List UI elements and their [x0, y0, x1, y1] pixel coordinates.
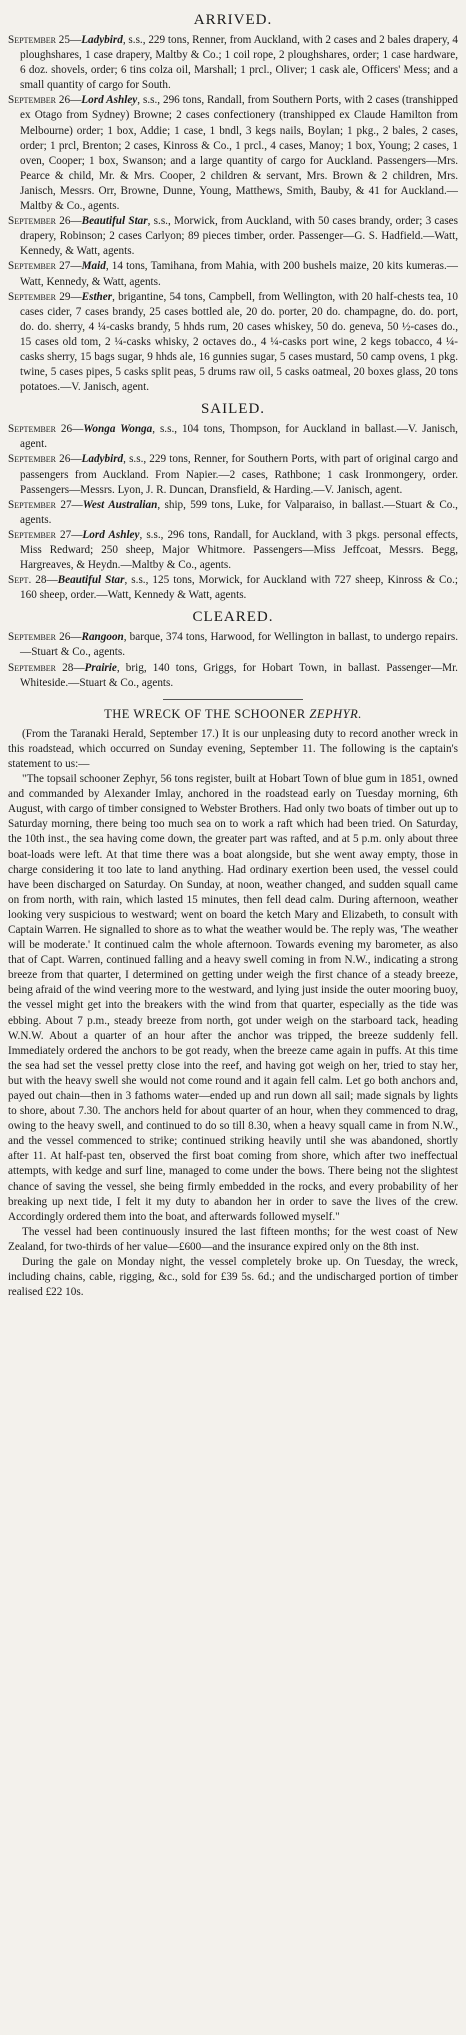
arrival-entry: September 27—Maid, 14 tons, Tamihana, from Mahia, with 200 bushels maize, 20 kits kumeras.—Watt, Kennedy, & Watt, agents. [8, 260, 458, 288]
sailing-entry: September 27—Lord Ashley, s.s., 296 tons, Randall, for Auckland, with 3 pkgs. personal effects, Miss Redward; 250 sheep, Major Whitmore. Passengers—Miss Jeffcoat, Messrs. Begg, Hargreaves, & Heydn.—Maltby & Co., agents. [8, 528, 458, 572]
article-title: THE WRECK OF THE SCHOONER ZEPHYR. [104, 706, 362, 721]
clearance-entry: September 26—Rangoon, barque, 374 tons, Harwood, for Wellington in ballast, to undergo repairs.—Stuart & Co., agents. [8, 631, 458, 659]
arrival-entry: September 26—Lord Ashley, s.s., 296 tons, Randall, from Southern Ports, with 2 cases (transhipped ex Otago from Sydney) Browne; 2 cases confectionery (transhipped ex Claude Hamilton from Melbourne) order; 1 box, Addie; 1 case, 1 bndl, 3 kegs nails, Boylan; 1 pkg., 2 bales, 2 cases, order; 1 prcl, Brenton; 2 cases, Kinross & Co., 1 prcl., 4 cases, Manoy; 1 box, Young; 2 cases, 1 oven, Cooper; 1 box, Swanson; and a large quantity of cargo for Auckland. Passengers—Mrs. Pearce & child, Mr. & Mrs. Cooper, 2 children & servant, Mrs. Brown & 2 children, Mrs. Janisch, Messrs. Orr, Browne, Dunne, Young, Matthews, Smith, Bauby, & 41 for Auckland.—Maltby & Co., agents. [8, 94, 458, 213]
sailing-entry: September 26—Wonga Wonga, s.s., 104 tons, Thompson, for Auckland in ballast.—V. Janisch, agent. [8, 423, 458, 451]
arrived-section [8, 10, 458, 395]
arrival-entry: September 25—Ladybird, s.s., 229 tons, Renner, from Auckland, with 2 cases and 2 bales drapery, 4 ploughshares, 1 case drapery, Maltby & Co.; 1 coil rope, 2 ploughshares, order; 1 case hardware, 6 doz. shovels, order; 6 tins colza oil, Marshall; 1 prcl., Oliver; 1 cask ale, Officers' Mess; and a small quantity of cargo for South. [8, 34, 458, 92]
section-divider [163, 699, 303, 700]
captain-statement: "The topsail schooner Zephyr, 56 tons register, built at Hobart Town of blue gum in 1851, owned and commanded by Alexander Imlay, anchored in the roadstead early on Tuesday morning, 6th August, with cargo of timber consigned to Webster Brothers. Had only two boats of timber out up to Saturday morning, there being too much sea on to work a raft which had been tried. On Saturday, the 10th inst., the sea having come down, the greater part was rafted, and at 5 p.m. only about three boat-loads were left. At that time there was a boat alongside, but she went away empty, those in charge considering it too late to land anything. Had ordinary exertion been used, the vessel could have been discharged on Saturday. On Sunday, at noon, weather changed, and sudden squall came on from north, with rain, which lasted 15 minutes, then fell dead calm. During afternoon, weather looking very suspicious to westward; went on board the ketch Mary and Elizabeth, to consult with Captain Warren. He signalled to shore as to what the weather would be. The reply was, 'The weather will be moderate.' It continued calm the whole afternoon. Towards evening my barometer, as also that of Capt. Warren, continued falling and a heavy swell coming in from N.W., indicating a strong breeze from that quarter, I determined on getting under weigh the first chance of a steady breeze, being afraid of the wind veering more to the westward, and lying just inside the outer mooring buoy, the vessel might get into the breakers with the wind from that quarter, especially as the tide was ebbing. About 7 p.m., steady breeze from north, got under weigh on the starboard tack, heading W.N.W. About a quarter of an hour after the anchor was tripped, the breeze suddenly fell. Immediately ordered the anchors to be got ready, when the breeze came again in puffs. At this time the sea had set the vessel pretty close into the reef, and having got weigh on her, tried to stay her, but with the heavy swell she would not come round and it again fell calm. Let go both anchors and, payed out chain—then in 3 fathoms water—ended up and run down all sail; made signals by lights to shore, about 7.30. The anchors held for about quarter of an hour, when they commenced to drag, owing to the heavy swell, and continued to do so till 8.30, when a heavy squall came in from N.W., and the vessel commenced to strike; continued striking heavily until she was abandoned, shortly after 11. At half-past ten, observed the first boat coming from shore, which after two ineffectual attempts, with kedge and surf line, managed to come under the bows. There being not the slightest chance of saving the vessel, she being firmly embedded in the rocks, and every probability of her breaking up next tide, I felt it my duty to abandon her in order to save the lives of the crew. Accordingly ordered them into the boat, and afterwards followed myself." [8, 773, 458, 1223]
wreck-article [8, 705, 458, 1301]
cleared-heading: CLEARED. [192, 609, 274, 626]
arrival-entry: September 26—Beautiful Star, s.s., Morwick, from Auckland, with 50 cases brandy, order; 3 cases drapery, Robinson; 2 cases Carlyon; 89 pieces timber, order. Passenger—G. S. Hadfield.—Watt, Kennedy, & Watt, agents. [8, 215, 458, 258]
arrived-heading: ARRIVED. [193, 12, 273, 28]
article-intro: (From the Taranaki Herald, September 17.) It is our unpleasing duty to record another wreck in this roadstead, which occurred on Sunday evening, September 11. The following is the captain's statement to us:— [8, 727, 458, 770]
insurance-paragraph: The vessel had been continuously insured the last fifteen months; for the west coast of New Zealand, for two-thirds of her value—£600—and the insurance expired only on the 8th inst. [8, 1225, 458, 1253]
sailed-section [8, 399, 458, 603]
sailed-heading: SAILED. [200, 401, 266, 418]
breakup-paragraph: During the gale on Monday night, the vessel completely broke up. On Tuesday, the wreck, including chains, cable, rigging, &c., sold for £39 5s. 6d.; and the undischarged portion of timber realised £22 10s. [8, 1256, 458, 1299]
arrival-entry: September 29—Esther, brigantine, 54 tons, Campbell, from Wellington, with 20 half-chests tea, 10 cases cider, 7 cases brandy, 25 cases bottled ale, 20 do. porter, 20 do. champagne, do. do. port, do. do. sherry, 4 ¼-casks brandy, 5 hhds rum, 20 cases whiskey, 50 do. geneva, 50 ½-cases do., 15 cases old tom, 2 ¼-casks whisky, 2 octaves do., 4 ¼-casks port wine, 2 kegs tobacco, 4 ¼-casks sherry, 15 bags sugar, 9 hhds ale, 16 gunnies sugar, 5 cases mustard, 50 camp ovens, 1 pkg. twine, 5 cases pipes, 5 casks split peas, 5 drums raw oil, 5 casks oatmeal, 20 boxes glass, 20 tons potatoes.—V. Janisch, agent. [8, 290, 458, 394]
clearance-entry: September 28—Prairie, brig, 140 tons, Griggs, for Hobart Town, in ballast. Passenger—Mr. Whiteside.—Stuart & Co., agents. [8, 661, 458, 689]
cleared-section [8, 607, 458, 690]
sailing-entry: Sept. 28—Beautiful Star, s.s., 125 tons, Morwick, for Auckland with 727 sheep, Kinross & Co.; 160 sheep, order.—Watt, Kennedy & Watt, agents. [8, 574, 459, 602]
sailing-entry: September 27—West Australian, ship, 599 tons, Luke, for Valparaiso, in ballast.—Stuart & Co., agents. [8, 498, 458, 526]
sailing-entry: September 26—Ladybird, s.s., 229 tons, Renner, for Southern Ports, with part of original cargo and passengers from Auckland. From Napier.—2 cases, Rathbone; 1 cask Ironmongery, order. Passengers—Messrs. Lyon, J. R. Duncan, Dransfield, & Harding.—V. Janisch, agent. [8, 453, 458, 496]
